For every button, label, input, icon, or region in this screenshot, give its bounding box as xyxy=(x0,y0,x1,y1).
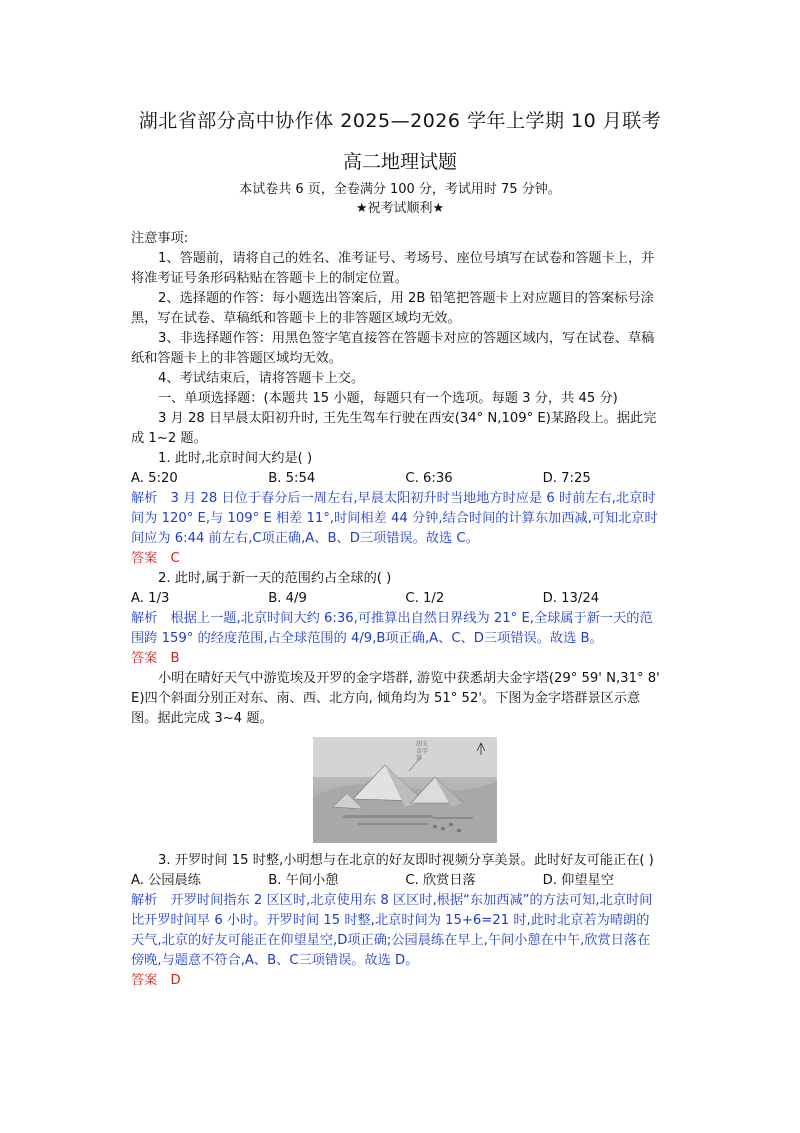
section-heading: 一、单项选择题：(本题共 15 小题，每题只有一个选项。每题 3 分，共 45 分) xyxy=(158,391,618,406)
question-3-stem: 3. 开罗时间 15 时整,小明想与在北京的好友即时视频分享美景。此时好友可能正在( ) xyxy=(158,853,654,868)
option-b: B. 4/9 xyxy=(268,591,307,606)
question-1-stem: 1. 此时,北京时间大约是( ) xyxy=(158,451,313,466)
question-2-options xyxy=(131,589,661,609)
option-d: D. 仰望星空 xyxy=(542,873,614,888)
exam-title: 湖北省部分高中协作体 2025—2026 学年上学期 10 月联考 xyxy=(138,110,662,132)
question-2-analysis: 解析 根据上一题,北京时间大约 6:36,可推算出自然日界线为 21° E,全球属于新一天的范围跨 159° 的经度范围,占全球范围的 4/9,B项正确,A、C、D三项错误。故选 B。 xyxy=(131,611,653,646)
question-intro: 小明在晴好天气中游览埃及开罗的金字塔群, 游览中获悉胡夫金字塔(29° 59' N,31° 8' E)四个斜面分别正对东、南、西、北方向, 倾角均为 51° 52'。下图为金字塔群景区示意图。据此完成 3~4 题。 xyxy=(131,671,660,726)
question-1-answer: 答案 C xyxy=(131,551,180,566)
figure-label-khufu: 胡夫金字塔 xyxy=(416,741,429,762)
option-b: B. 午间小憩 xyxy=(268,873,339,888)
option-a: A. 1/3 xyxy=(131,591,170,606)
exam-info xyxy=(0,180,800,218)
exam-body xyxy=(131,229,661,991)
option-c: C. 6:36 xyxy=(405,471,453,486)
note-item: 2、选择题的作答：每小题选出答案后，用 2B 铅笔把答题卡上对应题目的答案标号涂黑，写在试卷、草稿纸和答题卡上的非答题区域均无效。 xyxy=(131,291,654,326)
question-1-options xyxy=(131,469,661,489)
option-c: C. 欣赏日落 xyxy=(405,873,476,888)
note-item: 1、答题前，请将自己的姓名、准考证号、考场号、座位号填写在试卷和答题卡上，并将准考证号条形码粘贴在答题卡上的制定位置。 xyxy=(131,251,655,286)
question-intro: 3 月 28 日早晨太阳初升时, 王先生驾车行驶在西安(34° N,109° E)某路段上。据此完成 1~2 题。 xyxy=(131,411,657,446)
question-3-answer: 答案 D xyxy=(131,973,181,988)
note-item: 3、非选择题作答：用黑色签字笔直接答在答题卡对应的答题区域内，写在试卷、草稿纸和答题卡上的非答题区域均无效。 xyxy=(131,331,655,366)
notes-heading: 注意事项: xyxy=(131,231,189,246)
note-item: 4、考试结束后，请将答题卡上交。 xyxy=(158,371,365,386)
option-b: B. 5:54 xyxy=(268,471,316,486)
question-2-stem: 2. 此时,属于新一天的范围约占全球的( ) xyxy=(158,571,392,586)
option-a: A. 公园晨练 xyxy=(131,873,201,888)
question-3-analysis: 解析 开罗时间指东 2 区区时,北京使用东 8 区区时,根据“东加西减”的方法可知,北京时间比开罗时间早 6 小时。开罗时间 15 时整,北京时间为 15+6=21 时,此时北京若为晴朗的天气,北京的好友可能正在仰望星空,D项正确;公园晨练在早上,午间小憩在中午,欣赏日落在傍晚,与题意不符合,A、B、C三项错误。故选 D。 xyxy=(131,893,653,968)
option-a: A. 5:20 xyxy=(131,471,178,486)
exam-wish: ★祝考试顺利★ xyxy=(355,201,445,216)
pyramid-scene-figure xyxy=(313,737,497,843)
option-c: C. 1/2 xyxy=(405,591,445,606)
option-d: D. 13/24 xyxy=(542,591,600,606)
pyramid-scene-illustration xyxy=(313,737,497,843)
question-3-options xyxy=(131,871,661,891)
exam-subtitle: 高二地理试题 xyxy=(342,151,457,173)
option-d: D. 7:25 xyxy=(542,471,591,486)
question-1-analysis: 解析 3 月 28 日位于春分后一周左右,早晨太阳初升时当地地方时应是 6 时前左右,北京时间为 120° E,与 109° E 相差 11°,时间相差 44 分钟,结合时间的计算东加西减,可知北京时间应为 6:44 前左右,C项正确,A、B、D三项错误。故选 C。 xyxy=(131,491,658,546)
question-2-answer: 答案 B xyxy=(131,651,180,666)
exam-info-line: 本试卷共 6 页，全卷满分 100 分，考试用时 75 分钟。 xyxy=(239,182,561,197)
